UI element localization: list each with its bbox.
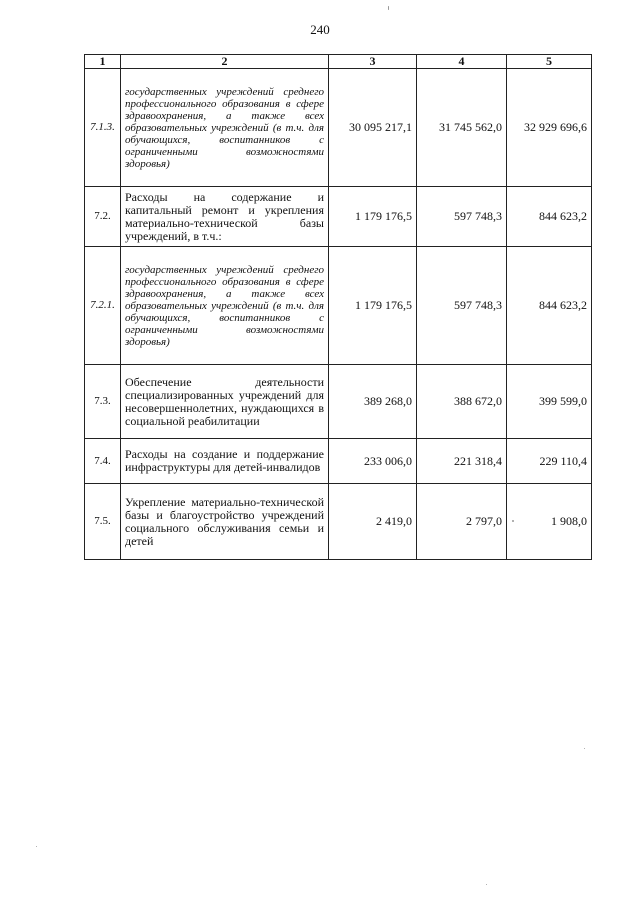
table-row — [85, 69, 592, 187]
page-number: 240 — [310, 22, 330, 37]
scan-speck — [486, 884, 487, 885]
row-value-col4: 221 318,4 — [417, 439, 507, 484]
budget-table — [84, 54, 592, 560]
row-value-col4: 388 672,0 — [417, 365, 507, 439]
scan-speck — [388, 6, 389, 10]
row-number: 7.3. — [85, 365, 121, 439]
scan-speck — [36, 846, 37, 847]
row-description: Обеспечение деятельности специализированных учреждений для несовершеннолетних, нуждающихся в социальной реабилитации — [121, 365, 329, 439]
header-col-4: 4 — [417, 55, 507, 69]
row-number: 7.1.3. — [85, 69, 121, 187]
row-value-col3: 389 268,0 — [329, 365, 417, 439]
row-value-col5: 399 599,0 — [507, 365, 592, 439]
table-header-row — [85, 55, 592, 69]
row-number: 7.5. — [85, 484, 121, 560]
row-value-col3: 233 006,0 — [329, 439, 417, 484]
row-number: 7.4. — [85, 439, 121, 484]
row-value-col5: 229 110,4 — [507, 439, 592, 484]
row-description: государственных учреждений среднего профессионального образования в сфере здравоохранения, а также всех образовательных учреждений (в т.ч. для обучающихся, воспитанников с ограниченными возможностями здоровья) — [121, 69, 329, 187]
row-value-col3: 2 419,0 — [329, 484, 417, 560]
row-number: 7.2. — [85, 187, 121, 247]
header-col-1: 1 — [85, 55, 121, 69]
row-value-col4: 31 745 562,0 — [417, 69, 507, 187]
table-row — [85, 484, 592, 560]
row-value-col3: 1 179 176,5 — [329, 187, 417, 247]
scan-speck — [584, 748, 585, 749]
row-number: 7.2.1. — [85, 247, 121, 365]
table-row — [85, 365, 592, 439]
row-value-col4: 597 748,3 — [417, 247, 507, 365]
header-col-5: 5 — [507, 55, 592, 69]
row-value-col5: 844 623,2 — [507, 187, 592, 247]
row-value-col3: 1 179 176,5 — [329, 247, 417, 365]
table-row — [85, 187, 592, 247]
row-value-col4: 597 748,3 — [417, 187, 507, 247]
row-description: Расходы на создание и поддержание инфраструктуры для детей-инвалидов — [121, 439, 329, 484]
row-value-col3: 30 095 217,1 — [329, 69, 417, 187]
row-value-col5: 844 623,2 — [507, 247, 592, 365]
header-col-3: 3 — [329, 55, 417, 69]
row-value-col4: 2 797,0 — [417, 484, 507, 560]
row-description: Расходы на содержание и капитальный ремонт и укрепления материально-технической базы учреждений, в т.ч.: — [121, 187, 329, 247]
scan-speck — [512, 520, 514, 522]
table-row — [85, 247, 592, 365]
row-description: Укрепление материально-технической базы и благоустройство учреждений социального обслуживания семьи и детей — [121, 484, 329, 560]
row-value-col5: 32 929 696,6 — [507, 69, 592, 187]
table-row — [85, 439, 592, 484]
header-col-2: 2 — [121, 55, 329, 69]
row-value-col5: 1 908,0 — [507, 484, 592, 560]
row-description: государственных учреждений среднего профессионального образования в сфере здравоохранения, а также всех образовательных учреждений (в т.ч. для обучающихся, воспитанников с ограниченными возможностями здоровья) — [121, 247, 329, 365]
